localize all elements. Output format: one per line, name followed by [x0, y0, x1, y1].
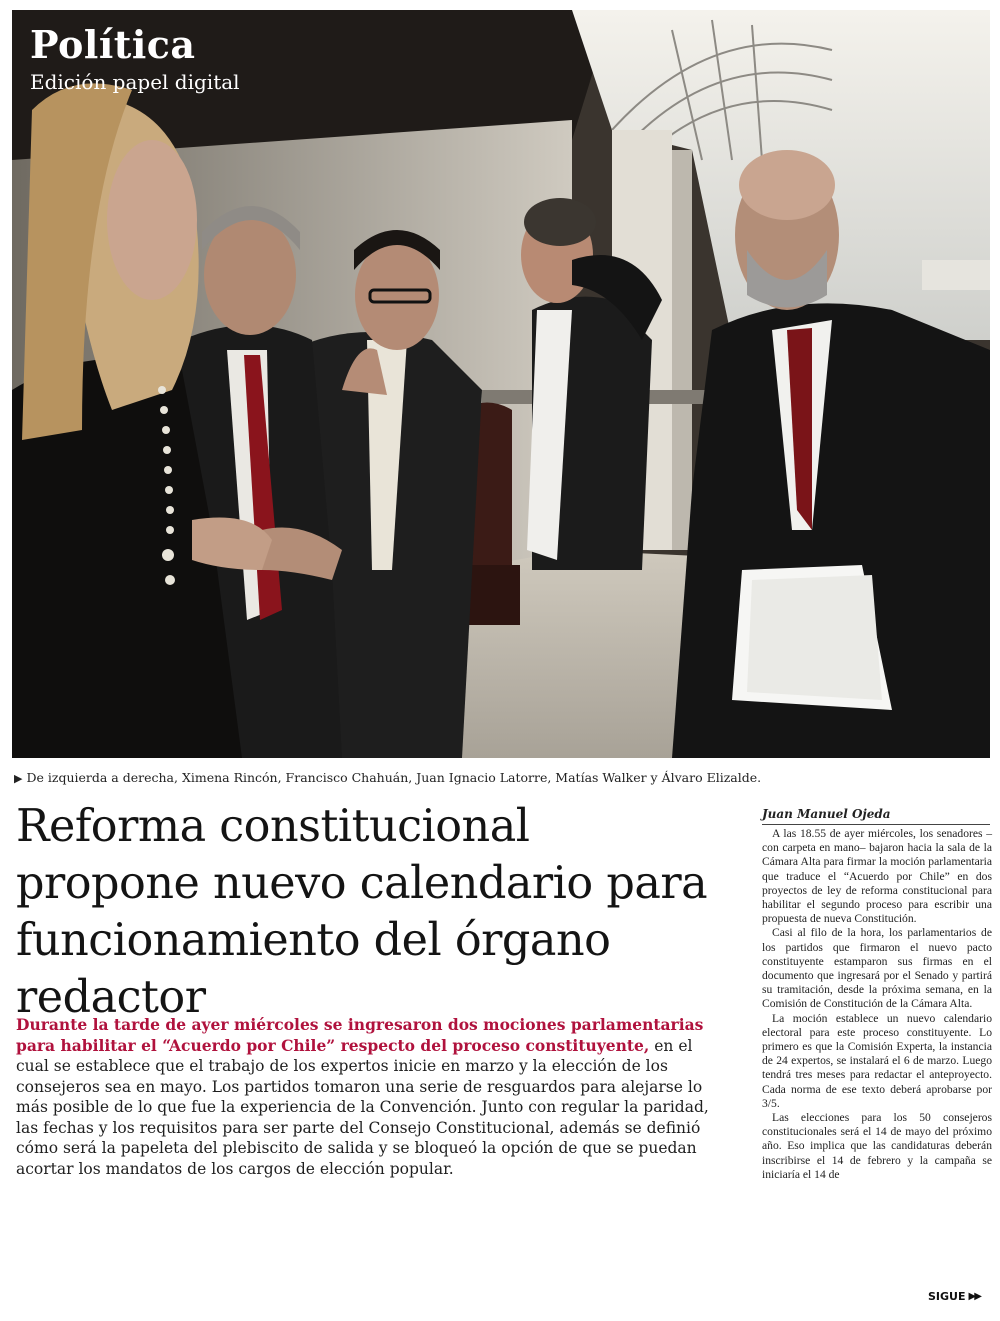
article-body [762, 827, 992, 1182]
section-title: Política [30, 22, 196, 67]
body-paragraph: Las elecciones para los 50 consejeros constitucionales será el 14 de mayo del próximo año. Eso implica que las candidaturas deberán inscribirse el 14 de febrero y la campaña se iniciaría el 14 de [762, 1111, 992, 1181]
body-paragraph: A las 18.55 de ayer miércoles, los senadores –con carpeta en mano– bajaron hacia la sala de la Cámara Alta para firmar la moción parlamentaria que traduce el “Acuerdo por Chile” en dos proyectos de ley de reforma constitucional para habilitar el segundo proceso para escribir una propuesta de nueva Constitución. [762, 827, 992, 926]
photo-caption [14, 770, 794, 785]
fast-forward-icon: ▶▶ [968, 1291, 980, 1302]
section-subtitle: Edición papel digital [30, 70, 240, 94]
continue-link[interactable] [928, 1290, 980, 1303]
lead-text: en el cual se establece que el trabajo de los expertos inicie en marzo y la elección de los consejeros sea en mayo. Los partidos tomaron una serie de resguardos para alejarse lo más posible de lo que fue la experiencia de la Convención. Junto con regular la paridad, las fechas y los requisitos para ser parte del Consejo Constitucional, además se definió cómo será la papeleta del plebiscito de salida y se bloqueó la opción de que se puedan acortar los mandatos de los cargos de elección popular. [16, 1036, 709, 1178]
lead-photo [12, 10, 990, 758]
byline: Juan Manuel Ojeda [762, 807, 990, 825]
caption-text: De izquierda a derecha, Ximena Rincón, Francisco Chahuán, Juan Ignacio Latorre, Matías Walker y Álvaro Elizalde. [26, 770, 762, 785]
lead-paragraph [16, 1015, 714, 1179]
lead-highlight: Durante la tarde de ayer miércoles se ingresaron dos mociones parlamentarias para habilitar el “Acuerdo por Chile” respecto del proceso constituyente, [16, 1015, 704, 1055]
triangle-right-icon: ▶ [14, 772, 23, 785]
photo-illustration [12, 10, 990, 758]
headline: Reforma constitucional propone nuevo calendario para funcionamiento del órgano redactor [16, 801, 708, 1023]
body-paragraph: La moción establece un nuevo calendario electoral para este proceso constituyente. Lo primero es que la Comisión Experta, la instancia de 24 expertos, se instalará el 6 de marzo. Luego tendrá tres meses para redactar el anteproyecto. Cada norma de ese texto deberá aprobarse por 3/5. [762, 1011, 992, 1110]
continue-label: SIGUE [928, 1290, 966, 1303]
body-paragraph: Casi al filo de la hora, los parlamentarios de los partidos que firmaron el nuevo pacto constituyente estamparon sus firmas en el documento que ingresará por el Senado y partirá su tramitación, desde la próxima semana, en la Comisión de Constitución de la Cámara Alta. [762, 926, 992, 1011]
